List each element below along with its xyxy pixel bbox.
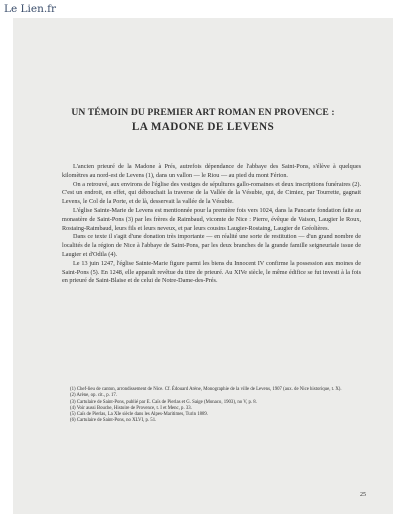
site-watermark: Le Lien.fr (4, 3, 57, 15)
paragraph: On a retrouvé, aux environs de l'église des vestiges de sépultures gallo-romaines et deux inscriptions funéraires (2). C'est un endroit, en effet, qui débouchait la traverse de la Vallée de la Vésubie, qui, de Cimiez, par Tourrette, gagnait Levens, le Col de la Porte, et de là, desservait la vallée de la Vésubie. (62, 180, 361, 206)
paragraph: Dans ce texte il s'agit d'une donation très importante — en réalité une sorte de restitution — d'un grand nombre de localités de la région de Nice à l'abbaye de Saint-Pons, par les deux branches de la grande famille seigneuriale issue de Laugier et d'Odila (4). (62, 233, 361, 258)
page-supertitle: UN TÉMOIN DU PREMIER ART ROMAN EN PROVENCE : (71, 107, 335, 118)
article-body (62, 163, 361, 286)
footnote: (2) Arène, op. cit., p. 17. (70, 393, 118, 399)
page-number: 25 (360, 492, 366, 498)
page-title: LA MADONE DE LEVENS (131, 121, 275, 133)
footnote: (6) Cartulaire de Saint-Pons, no XLVI, p. 51. (70, 418, 157, 424)
scanned-page (13, 18, 393, 514)
footnote: (3) Cartulaire de Saint-Pons, publié par E. Caïs de Pierlas et G. Saige (Monaco, 1903), no V, p. 8. (70, 399, 257, 405)
footnote: (4) Voir aussi Bouche, Histoire de Provence, t. I et Menc, p. 33. (70, 405, 192, 411)
footnote: (1) Chef-lieu de canton, arrondissement de Nice. Cf. Édouard Arène, Monographie de la ville de Levens, 1907 (aux. de Nice historique, t. X). (70, 387, 342, 392)
footnotes (70, 387, 354, 425)
paragraph: Le 13 juin 1247, l'église Sainte-Marie figure parmi les biens du Innocent IV confirme la possession aux moines de Saint-Pons (5). En 1248, elle apparaît revêtue du titre de prieuré. Au XIVe siècle, le même édifice se fut investi à la fois en prieuré de Saint-Blaise et de celui de Notre-Dame-des-Prés. (62, 259, 361, 285)
paragraph: L'église Sainte-Marie de Levens est mentionnée pour la première fois vers 1024, dans la Pancarte fondation faite au monastère de Saint-Pons (3) par les frères de Raimbaud, vicomte de Nice : Pierre, évêque de Vaison, Laugier le Roux, Rostaing-Raimbaud, leurs fils et leurs neveux, et par leurs cousins Laugier-Rostaing, Laugier de Gréolières. (62, 206, 361, 232)
footnote: (5) Caïs de Pierlas, La XIe siècle dans les Alpes-Maritimes, Turin 1889. (70, 412, 209, 418)
paragraph: L'ancien prieuré de la Madone à Prés, autrefois dépendance de l'abbaye des Saint-Pons, s'élève à quelques kilomètres au nord-est de Levens (1), dans un vallon — le Riou — au pied du mont Férion. (62, 163, 361, 179)
